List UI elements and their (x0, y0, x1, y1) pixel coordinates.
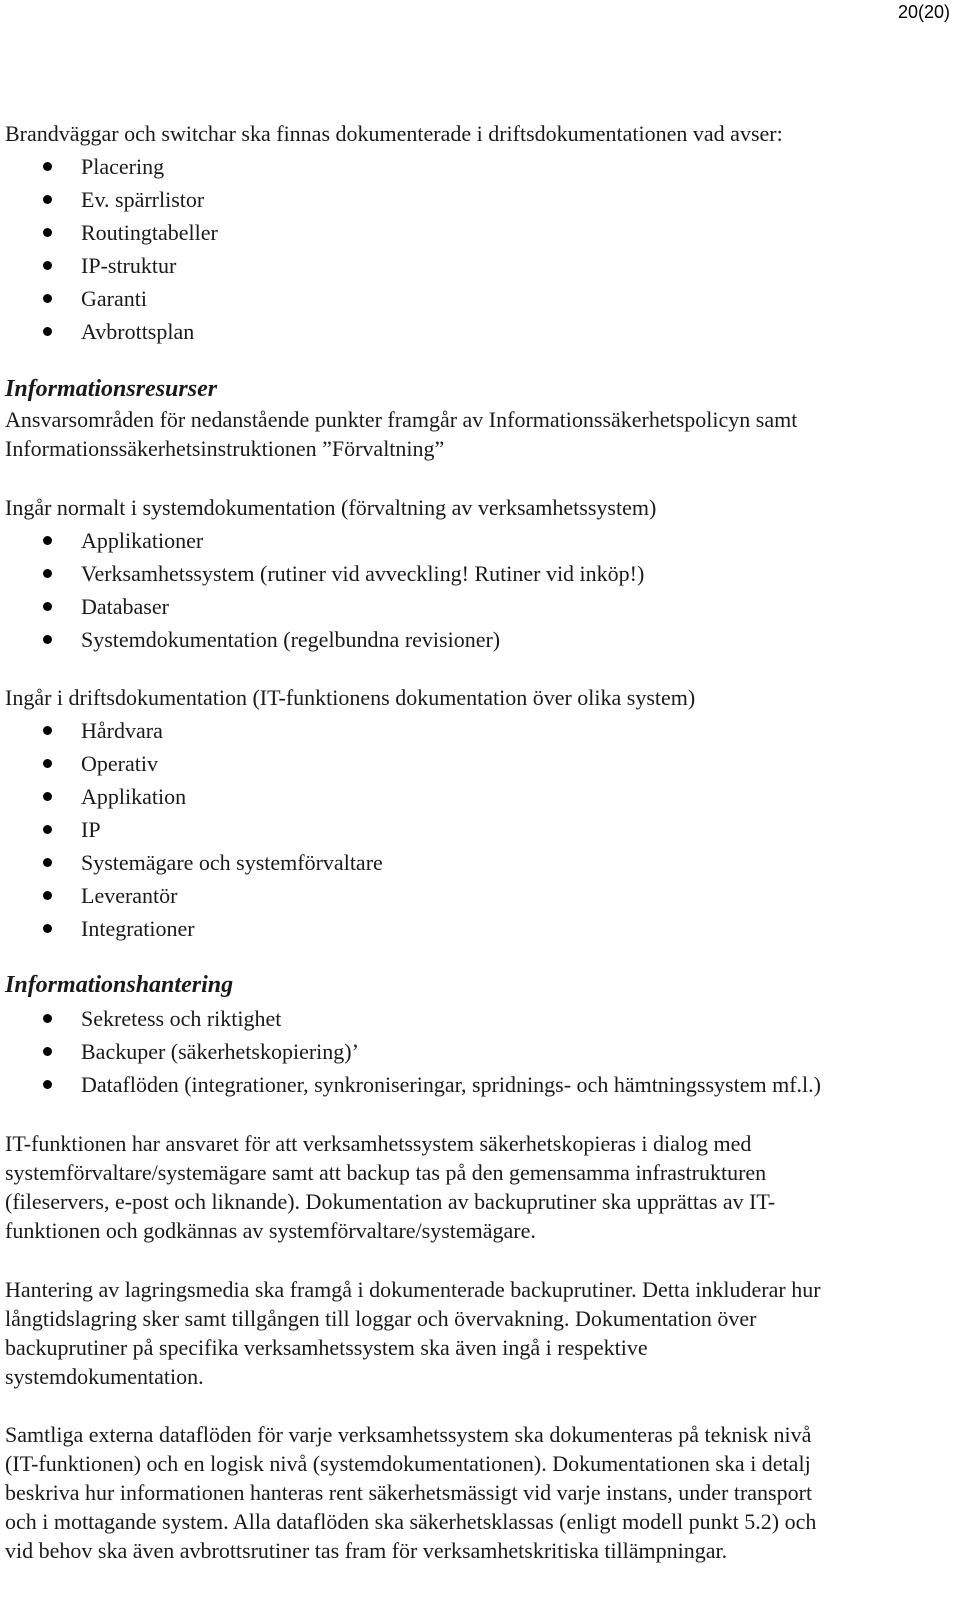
paragraph-line: funktionen och godkännas av systemförvaltare/systemägare. (5, 1218, 536, 1243)
list-item: Operativ (5, 747, 945, 780)
bullet-list (5, 150, 945, 348)
bullet-icon (43, 891, 52, 900)
list-item: Leverantör (5, 879, 945, 912)
bullet-icon (43, 726, 52, 735)
bullet-icon (43, 792, 52, 801)
list-item: IP-struktur (5, 249, 945, 282)
paragraph-line: Samtliga externa dataflöden för varje verksamhetssystem ska dokumenteras på teknisk nivå (5, 1422, 812, 1447)
bullet-icon (43, 825, 52, 834)
section-operations-documentation (5, 683, 945, 945)
list-item: Ev. spärrlistor (5, 183, 945, 216)
bullet-icon (43, 635, 52, 644)
paragraph-line: Hantering av lagringsmedia ska framgå i dokumenterade backuprutiner. Detta inkluderar hur (5, 1277, 821, 1302)
section-heading: Informationsresurser (5, 376, 218, 402)
list-item: Sekretess och riktighet (5, 1002, 945, 1035)
bullet-icon (43, 261, 52, 270)
section-intro: Ingår normalt i systemdokumentation (förvaltning av verksamhetssystem) (5, 495, 657, 520)
list-item: Systemägare och systemförvaltare (5, 846, 945, 879)
list-item: Databaser (5, 590, 945, 623)
section-intro-line: Informationssäkerhetsinstruktionen ”Förvaltning” (5, 436, 445, 461)
section-firewalls (5, 119, 945, 348)
list-item: Applikation (5, 780, 945, 813)
section-information-resources (5, 374, 945, 463)
paragraph-backup-responsibility (5, 1129, 945, 1245)
paragraph-line: vid behov ska även avbrottsrutiner tas fram för verksamhetskritiska tillämpningar. (5, 1538, 728, 1563)
list-item: Integrationer (5, 912, 945, 945)
paragraph-line: IT-funktionen har ansvaret för att verksamhetssystem säkerhetskopieras i dialog med (5, 1131, 752, 1156)
bullet-icon (43, 228, 52, 237)
list-item: Verksamhetssystem (rutiner vid avveckling! Rutiner vid inköp!) (5, 557, 945, 590)
list-item: Avbrottsplan (5, 315, 945, 348)
list-item: Routingtabeller (5, 216, 945, 249)
bullet-list (5, 524, 945, 656)
bullet-icon (43, 536, 52, 545)
page-number: 20(20) (897, 2, 950, 22)
bullet-list (5, 714, 945, 945)
bullet-icon (43, 858, 52, 867)
bullet-icon (43, 195, 52, 204)
bullet-icon (43, 294, 52, 303)
paragraph-line: långtidslagring sker samt tillgången till loggar och övervakning. Dokumentation över (5, 1306, 757, 1331)
paragraph-line: backuprutiner på specifika verksamhetssystem ska även ingå i respektive (5, 1335, 648, 1360)
list-item: Systemdokumentation (regelbundna revisioner) (5, 623, 945, 656)
paragraph-line: (IT-funktionen) och en logisk nivå (systemdokumentationen). Dokumentationen ska i detalj (5, 1451, 811, 1476)
section-information-handling (5, 970, 945, 1101)
list-item: Applikationer (5, 524, 945, 557)
list-item: IP (5, 813, 945, 846)
paragraph-line: (fileservers, e-post och liknande). Dokumentation av backuprutiner ska upprättas av IT- (5, 1189, 776, 1214)
section-intro-line: Ansvarsområden för nedanstående punkter framgår av Informationssäkerhetspolicyn samt (5, 407, 798, 432)
bullet-icon (43, 569, 52, 578)
section-intro: Ingår i driftsdokumentation (IT-funktionens dokumentation över olika system) (5, 685, 696, 710)
bullet-icon (43, 759, 52, 768)
bullet-icon (43, 1080, 52, 1089)
section-heading: Informationshantering (5, 972, 234, 998)
paragraph-line: beskriva hur informationen hanteras rent säkerhetsmässigt vid varje instans, under transport (5, 1480, 813, 1505)
paragraph-line: systemförvaltare/systemägare samt att backup tas på den gemensamma infrastrukturen (5, 1160, 767, 1185)
section-system-documentation (5, 493, 945, 656)
bullet-icon (43, 924, 52, 933)
list-item: Placering (5, 150, 945, 183)
bullet-icon (43, 327, 52, 336)
bullet-icon (43, 1014, 52, 1023)
section-intro: Brandväggar och switchar ska finnas dokumenterade i driftsdokumentationen vad avser: (5, 121, 783, 146)
bullet-list (5, 1002, 945, 1101)
bullet-icon (43, 162, 52, 171)
list-item: Garanti (5, 282, 945, 315)
list-item: Backuper (säkerhetskopiering)’ (5, 1035, 945, 1068)
bullet-icon (43, 602, 52, 611)
list-item: Hårdvara (5, 714, 945, 747)
paragraph-line: och i mottagande system. Alla dataflöden ska säkerhetsklassas (enligt modell punkt 5.2) och (5, 1509, 817, 1534)
paragraph-line: systemdokumentation. (5, 1364, 204, 1389)
list-item: Dataflöden (integrationer, synkroniseringar, spridnings- och hämtningssystem mf.l.) (5, 1068, 945, 1101)
paragraph-storage-media (5, 1275, 945, 1391)
bullet-icon (43, 1047, 52, 1056)
paragraph-data-flows (5, 1420, 945, 1565)
